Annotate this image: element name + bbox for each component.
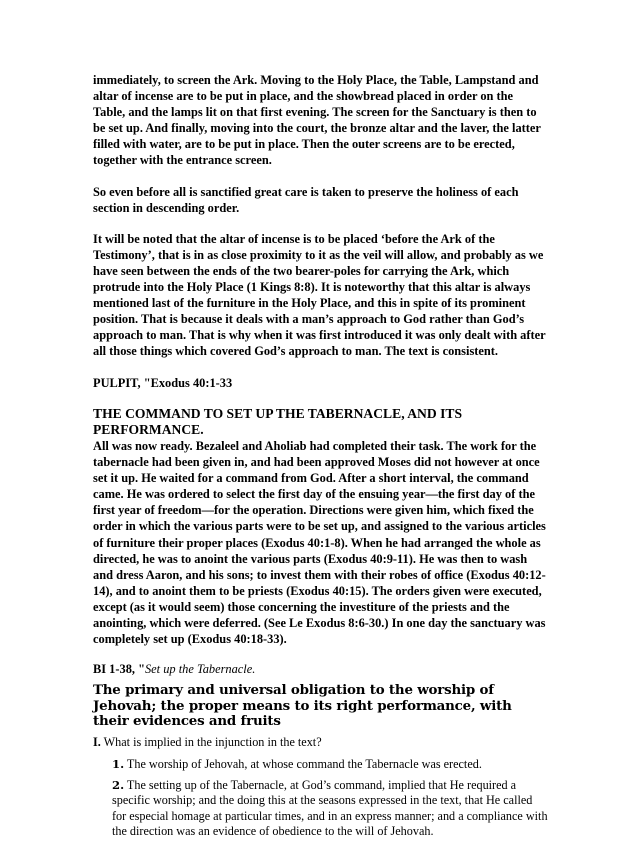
sub-item-text: The worship of Jehovah, at whose command the Tabernacle was erected. [124, 756, 482, 771]
pulpit-heading: THE COMMAND TO SET UP THE TABERNACLE, AND ITS PERFORMANCE. [93, 405, 463, 437]
pulpit-body: All was now ready. Bezaleel and Aholiab had completed their task. The work for the tabernacle had been given in, and had been approved Moses did not however at once set it up. He waited for a command from God. After a short interval, the command came. He was ordered to select the first day of the ensuing year—the first day of the first year of freedom—for the operation. Directions were given him, which fixed the order in which the various parts were to be set up, and assigned to the various articles of furniture their proper places (Exodus 40:1-8). When he had arranged the whole as directed, he was to anoint the various parts (Exodus 40:9-11). He was then to wash and dress Aaron, and his sons; to invest them with their robes of office (Exodus 40:12-14), and to anoint them to be priests (Exodus 40:15). The orders given were executed, except (as it would seem) those concerning the investiture of the priests and the anointing, which were deferred. (See Le Exodus 8:6-30.) In one day the sanctuary was completely set up (Exodus 40:18-33). [93, 439, 546, 647]
pulpit-reference: PULPIT, "Exodus 40:1-33 [93, 375, 233, 390]
document-page [93, 72, 548, 845]
bi-reference-italic: Set up the Tabernacle. [144, 662, 256, 677]
paragraph-ark-order: immediately, to screen the Ark. Moving to the Holy Place, the Table, Lampstand and altar of incense are to be put in place, and the showbread placed in order on the Table, and the lamps lit on that first evening. The screen for the Sanctuary is then to be set up. And finally, moving into the court, the bronze altar and the laver, the latter filled with water, are to be put in place. Then the outer screens are to be erected, together with the entrance screen. [93, 73, 541, 168]
paragraph-holiness: So even before all is sanctified great care is taken to preserve the holiness of each section in descending order. [93, 184, 519, 215]
paragraph-altar-incense: It will be noted that the altar of incense is to be placed ‘before the Ark of the Testimony’, that is in as close proximity to it as the veil will allow, and probably as we have seen between the ends of the two bearer-poles for carrying the Ark, which protrude into the Holy Place (1 Kings 8:8). It is noteworthy that this altar is always mentioned last of the furniture in the Holy Place, and this in spite of its prominent position. That is because it deals with a man’s approach to God rather than God’s approach to man. That is why when it was first introduced it was only dealt with after all those things which covered God’s approach to man. The text is consistent. [93, 231, 546, 359]
sub-item-number: 2. [112, 778, 125, 793]
topic-heading: The primary and universal obligation to the worship of Jehovah; the proper means to its right performance, with their evidences and fruits [93, 682, 512, 730]
sub-item-number: 1. [112, 756, 125, 771]
outline-text: What is implied in the injunction in the text? [100, 735, 322, 749]
sub-item-1 [112, 757, 548, 772]
outline-number: I. [93, 735, 101, 749]
bi-reference-text: BI 1-38, " [93, 662, 145, 677]
sub-item-2 [112, 778, 548, 839]
bi-reference [93, 661, 548, 677]
sub-item-text: The setting up of the Tabernacle, at God’s command, implied that He required a specific worship; and the doing this at the seasons expressed in the text, that He called for especial homage at particular times, and in an express manner; and a compliance with the direction was an evidence of obedience to the will of Jehovah. [112, 778, 548, 838]
outline-item-i [93, 735, 548, 751]
